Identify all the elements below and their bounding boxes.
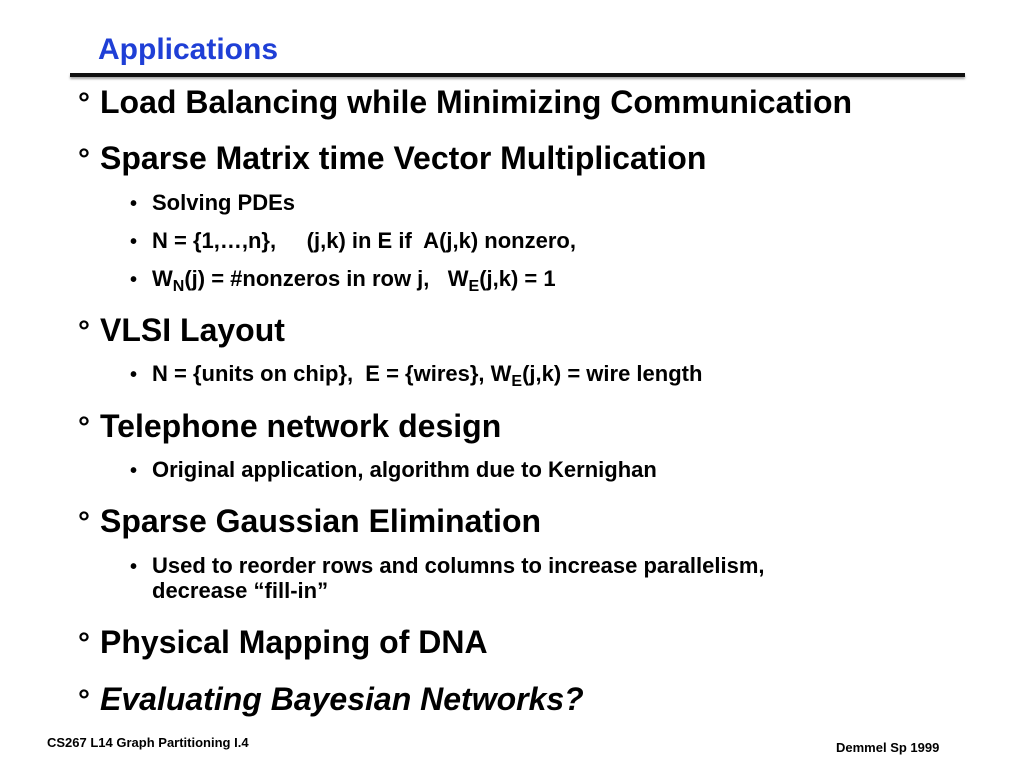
bullet-text: VLSI Layout (100, 312, 285, 348)
bullet-vlsi-layout (78, 314, 285, 347)
subbullet-weights (130, 266, 556, 295)
degree-bullet: ° (78, 506, 90, 539)
degree-bullet: ° (78, 411, 90, 444)
footer-course-label: CS267 L14 Graph Partitioning I.4 (47, 735, 249, 750)
bullet-text: Sparse Matrix time Vector Multiplication (100, 140, 707, 176)
vlsi-part-1: N = {units on chip}, E = {wires}, W (152, 361, 512, 386)
bullet-telephone-network (78, 410, 501, 443)
subbullet-text: Original application, algorithm due to Kernighan (152, 457, 657, 482)
slide-title: Applications (98, 33, 279, 66)
bullet-text: Load Balancing while Minimizing Communication (100, 84, 853, 120)
footer-author-label: Demmel Sp 1999 (836, 740, 940, 755)
dot-bullet: • (130, 231, 138, 253)
bullet-bayesian-networks (78, 683, 584, 716)
weights-part-3: (j,k) = 1 (479, 266, 556, 291)
bullet-text: Sparse Gaussian Elimination (100, 503, 542, 539)
degree-bullet: ° (78, 87, 90, 120)
vlsi-sub-e: E (511, 373, 523, 390)
subbullet-vlsi-def (130, 361, 703, 390)
reorder-line-1: Used to reorder rows and columns to increase parallelism, (152, 553, 765, 578)
subbullet-text (152, 361, 703, 390)
subbullet-solving-pdes (130, 190, 295, 216)
reorder-line-2: decrease “fill-in” (152, 578, 329, 604)
bullet-load-balancing (78, 86, 852, 119)
degree-bullet: ° (78, 627, 90, 660)
vlsi-part-2: (j,k) = wire length (522, 361, 703, 386)
subbullet-text: Solving PDEs (152, 190, 296, 215)
bullet-sparse-matvec (78, 142, 706, 175)
weights-sub-n: N (172, 278, 185, 295)
subbullet-text (152, 553, 765, 604)
degree-bullet: ° (78, 684, 90, 717)
dot-bullet: • (130, 460, 138, 482)
weights-part-1: W (152, 266, 173, 291)
subbullet-text (152, 266, 556, 295)
subbullet-node-edge-def (130, 228, 576, 254)
subbullet-text: N = {1,…,n}, (j,k) in E if A(j,k) nonzero, (152, 228, 576, 253)
dot-bullet: • (130, 193, 138, 215)
bullet-text: Evaluating Bayesian Networks? (100, 681, 584, 717)
dot-bullet: • (130, 556, 138, 578)
bullet-dna-mapping (78, 626, 488, 659)
degree-bullet: ° (78, 143, 90, 176)
bullet-sparse-gaussian (78, 505, 541, 538)
dot-bullet: • (130, 364, 138, 386)
weights-sub-e: E (468, 278, 480, 295)
bullet-text: Telephone network design (100, 408, 502, 444)
dot-bullet: • (130, 269, 138, 291)
subbullet-kernighan (130, 457, 657, 483)
degree-bullet: ° (78, 315, 90, 348)
bullet-text: Physical Mapping of DNA (100, 624, 488, 660)
subbullet-reorder (130, 553, 765, 604)
weights-part-2: (j) = #nonzeros in row j, W (184, 266, 469, 291)
